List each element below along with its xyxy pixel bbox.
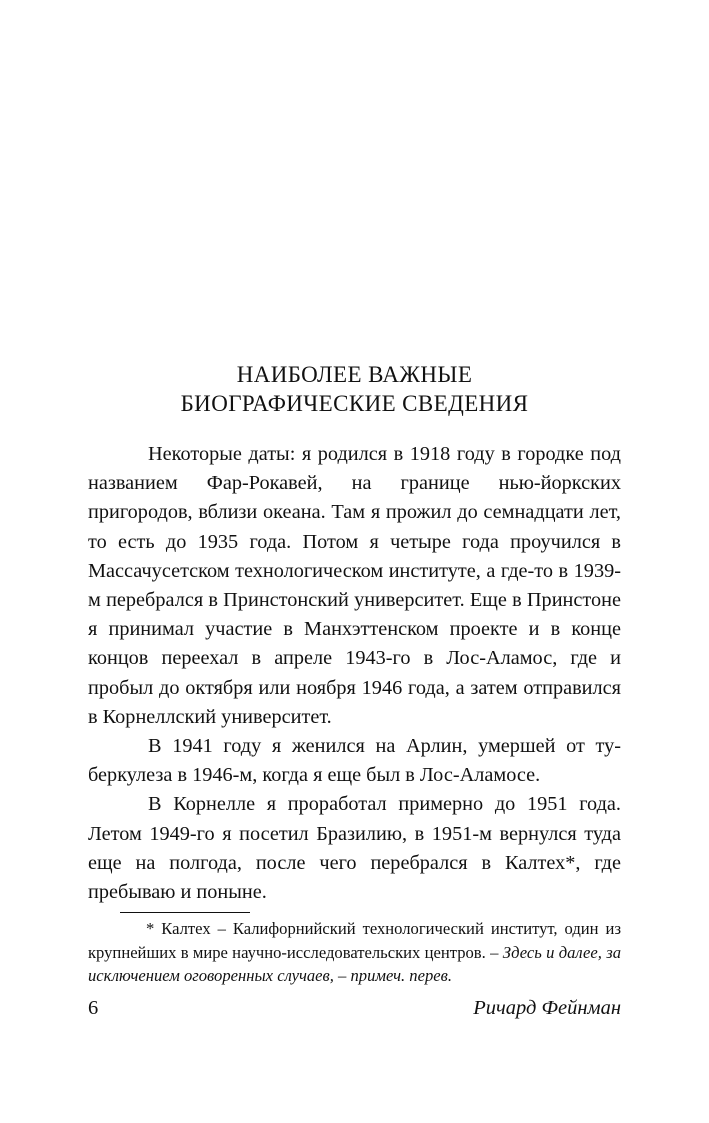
footnote-italic-note: Здесь и далее, за исключением оговоренных случаев, – примеч. перев.	[88, 942, 621, 985]
paragraph-marriage: В 1941 году я женился на Арлин, умершей от туберкулеза в 1946-м, когда я еще был в Лос-Аламосе.	[88, 735, 621, 787]
paragraph-cornell: В Корнелле я проработал примерно до 1951 года. Летом 1949-го я посетил Бразилию, в 1951-м вернулся туда еще на полгода, после чего перебрался в Калтех*, где пребываю и поныне.	[88, 793, 621, 904]
footnote-text: * Калтех – Калифорнийский технологический институт, один из крупнейших в мире научно-исследовательских центров. –	[88, 919, 621, 962]
footnote-divider	[120, 912, 250, 913]
body-text	[88, 440, 621, 907]
chapter-title	[88, 360, 621, 418]
chapter-title-line-2: БИОГРАФИЧЕСКИЕ СВЕДЕНИЯ	[180, 391, 529, 416]
chapter-title-line-1: НАИБОЛЕЕ ВАЖНЫЕ	[236, 362, 473, 387]
running-footer-author: Ричард Фейнман	[473, 997, 621, 1019]
paragraph-dates: Некоторые даты: я родился в 1918 году в городке под названием Фар-Рокавей, на границе нью-йоркских пригородов, вблизи океана. Там я прожил до семнадцати лет, то есть до 1935 года. Потом я четыре года проучился в Массачусетском технологическом институте, а где-то в 1939-м перебрался в Принстонский университет. Еще в Принстоне я принимал участие в Манхэттенском проекте и в конце концов переехал в апреле 1943-го в Лос-Аламос, где и пробыл до октября или ноября 1946 года, а затем отправился в Корнеллский университет.	[88, 443, 621, 728]
page-number: 6	[88, 997, 99, 1019]
footnote	[88, 917, 621, 988]
